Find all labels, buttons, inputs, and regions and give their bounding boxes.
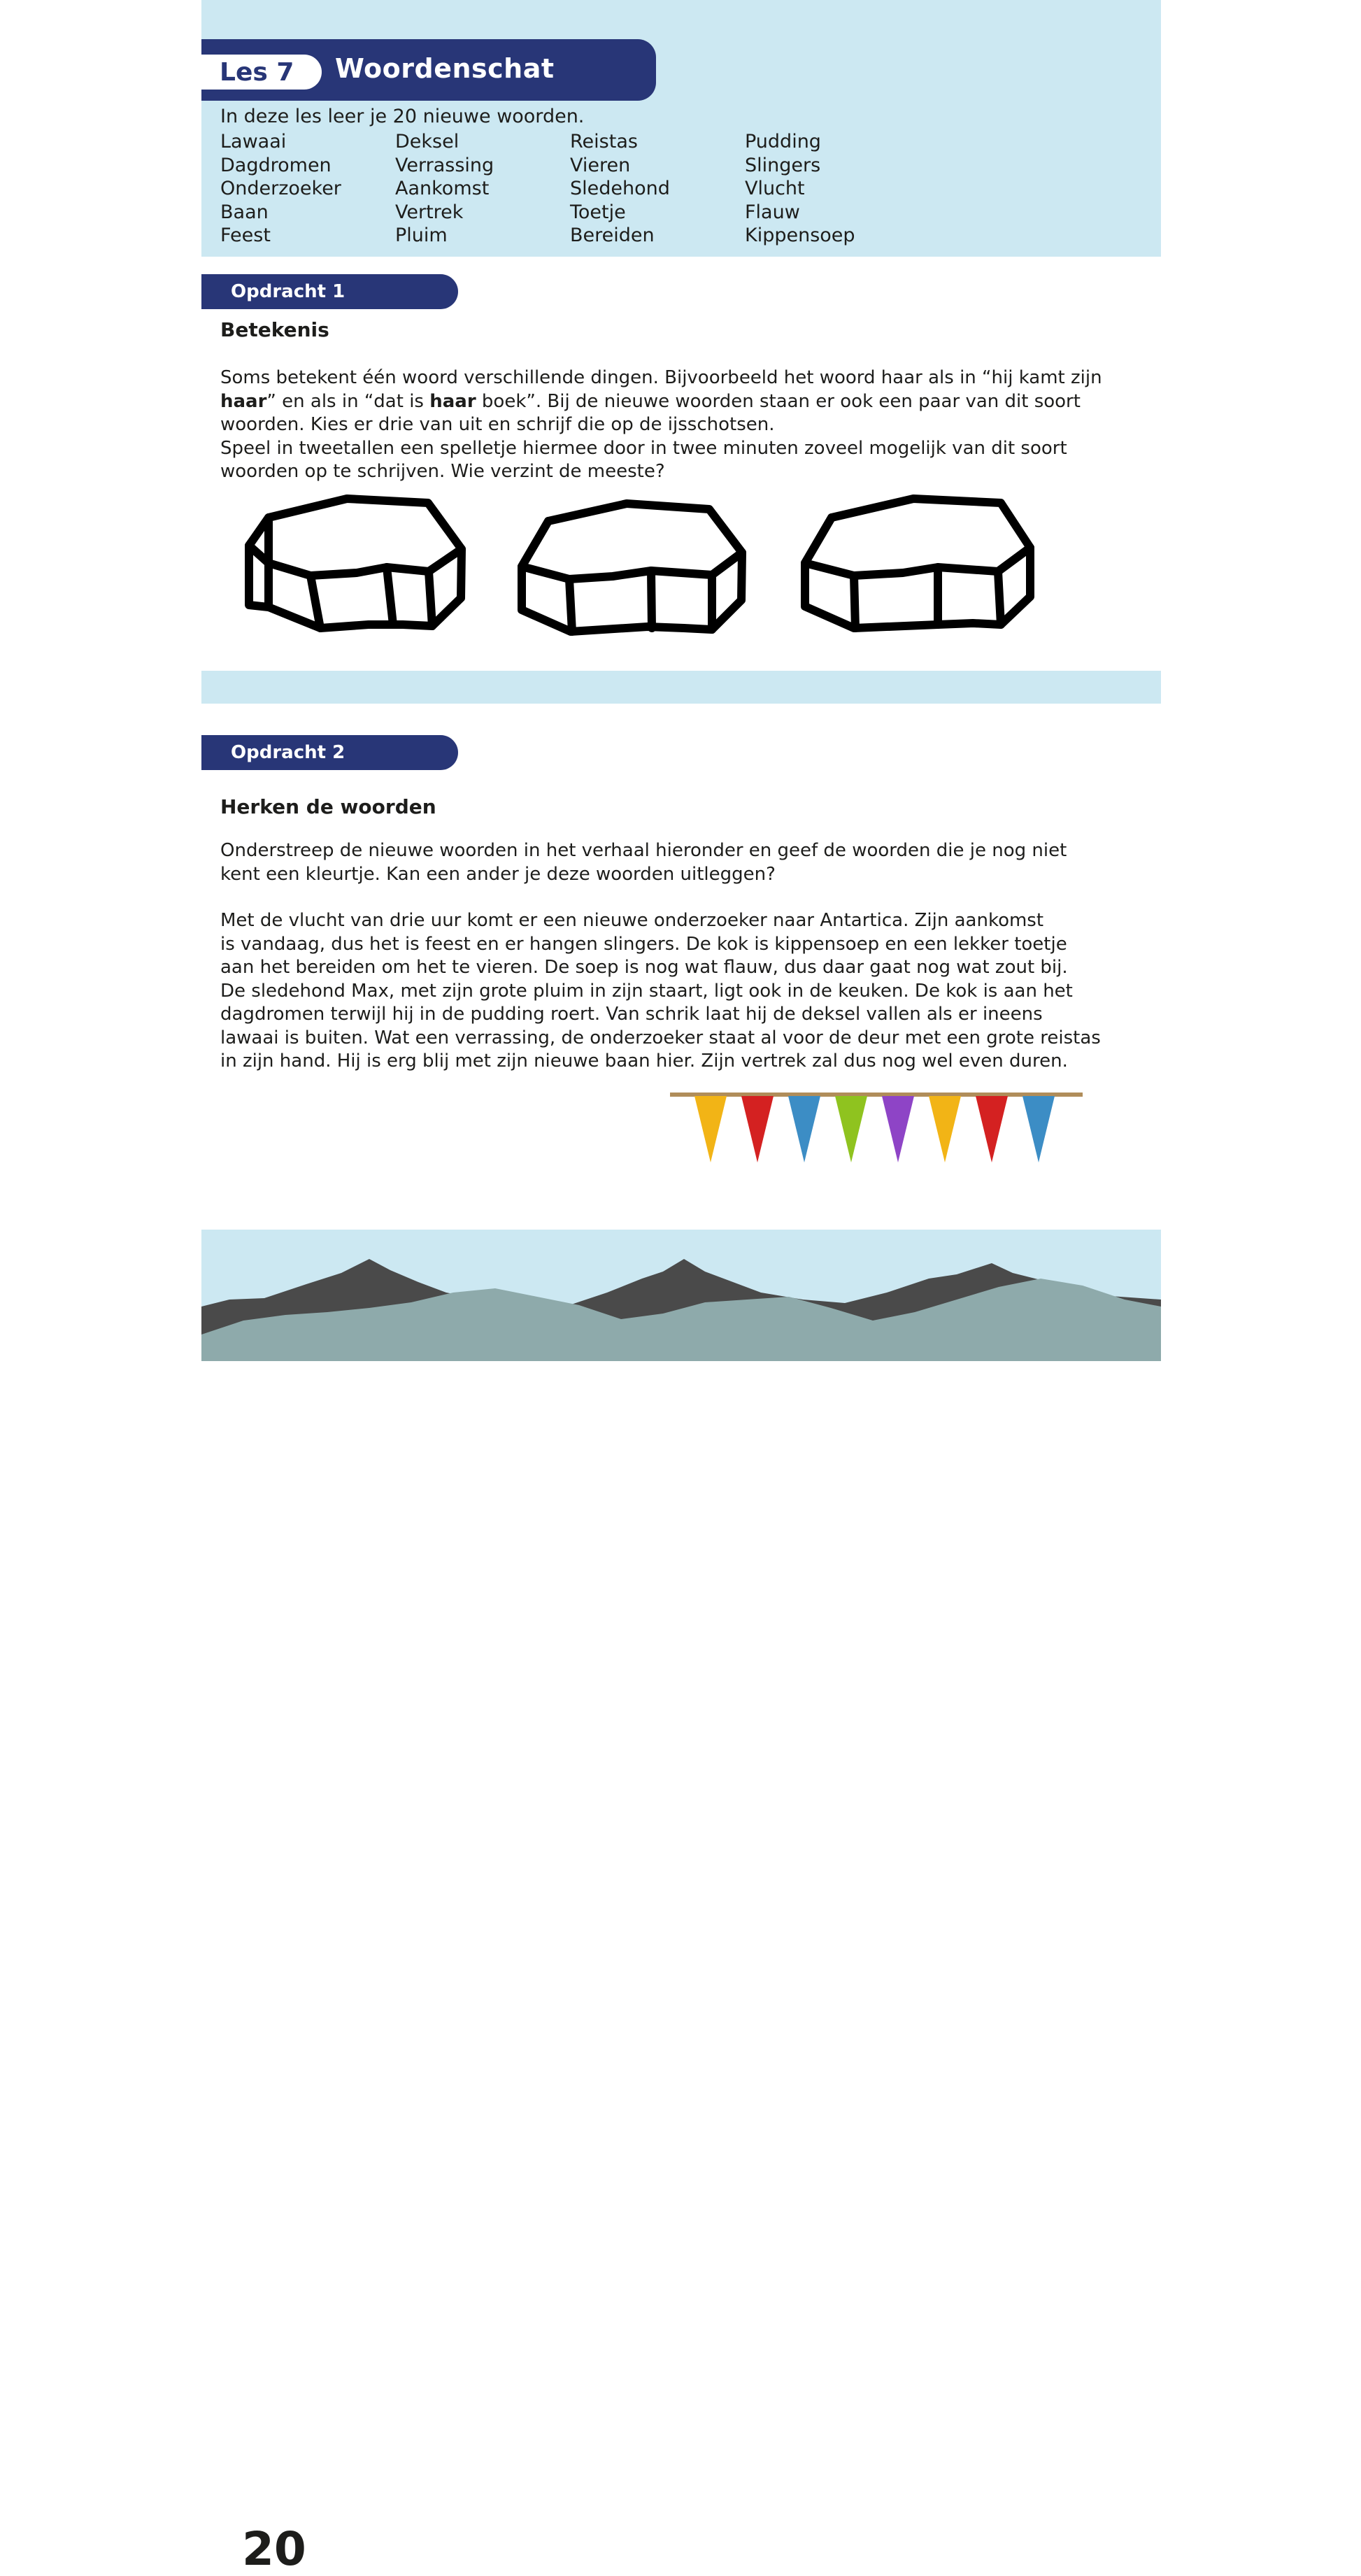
assignment-2-heading: Herken de woorden xyxy=(220,795,436,818)
word-list xyxy=(220,130,920,248)
ice-floe-icon[interactable] xyxy=(805,499,1030,628)
bunting-icon xyxy=(667,1088,1086,1168)
story-line: is vandaag, dus het is feest en er hangen slingers. De kok is kippensoep en een lekker toetje xyxy=(220,933,1067,955)
word-item: Slingers xyxy=(745,154,821,176)
word-item: Vieren xyxy=(570,154,631,176)
bold-word: haar xyxy=(220,390,267,412)
bunting-flag xyxy=(741,1096,774,1162)
lesson-number: Les 7 xyxy=(201,55,322,90)
story-line: aan het bereiden om het te vieren. De soep is nog wat flauw, dus daar gaat nog wat zout bij. xyxy=(220,957,1068,978)
text-line: woorden. Kies er drie van uit en schrijf die op de ijsschotsen. xyxy=(220,414,775,435)
word-column xyxy=(220,130,395,248)
word-item: Baan xyxy=(220,201,269,223)
assignment-2-instruction xyxy=(220,839,1130,886)
text-line: kent een kleurtje. Kan een ander je deze woorden uitleggen? xyxy=(220,863,776,885)
bunting-flag xyxy=(788,1096,820,1162)
text-line: Onderstreep de nieuwe woorden in het verhaal hieronder en geef de woorden die je nog niet xyxy=(220,840,1067,861)
mountains-icon xyxy=(201,1230,1161,1361)
assignment-1-text xyxy=(220,367,1130,484)
ice-floe-icon[interactable] xyxy=(522,504,742,632)
word-column xyxy=(745,130,920,248)
word-item: Flauw xyxy=(745,201,800,223)
story-line: lawaai is buiten. Wat een verrassing, de onderzoeker staat al voor de deur met een grote reistas xyxy=(220,1027,1101,1048)
assignment-1-heading: Betekenis xyxy=(220,318,329,341)
bunting-flag xyxy=(929,1096,961,1162)
bunting-flag xyxy=(835,1096,867,1162)
assignment-1-label: Opdracht 1 xyxy=(201,274,458,309)
ice-floes-icon xyxy=(228,486,1067,640)
word-item: Vlucht xyxy=(745,178,805,199)
word-item: Onderzoeker xyxy=(220,178,341,199)
word-item: Pudding xyxy=(745,131,821,152)
story-line: in zijn hand. Hij is erg blij met zijn nieuwe baan hier. Zijn vertrek zal dus nog wel even duren. xyxy=(220,1051,1068,1072)
word-item: Toetje xyxy=(570,201,626,223)
ice-floe-icon[interactable] xyxy=(249,499,462,628)
word-item: Verrassing xyxy=(395,154,494,176)
story-line: De sledehond Max, met zijn grote pluim in zijn staart, ligt ook in de keuken. De kok is aan het xyxy=(220,980,1073,1002)
bunting-flag xyxy=(882,1096,914,1162)
word-column xyxy=(570,130,745,248)
word-item: Aankomst xyxy=(395,178,490,199)
lesson-header xyxy=(201,39,656,101)
text-line: Speel in tweetallen een spelletje hiermee door in twee minuten zoveel mogelijk van dit soort xyxy=(220,437,1067,459)
word-item: Feest xyxy=(220,225,271,246)
story-line: Met de vlucht van drie uur komt er een nieuwe onderzoeker naar Antartica. Zijn aankomst xyxy=(220,910,1044,931)
text-line: Soms betekent één woord verschillende dingen. Bijvoorbeeld het woord haar als in “hij kamt zijn xyxy=(220,367,1102,388)
word-item: Bereiden xyxy=(570,225,655,246)
bunting-flag xyxy=(1022,1096,1055,1162)
assignment-2-label: Opdracht 2 xyxy=(201,735,458,770)
word-column xyxy=(395,130,570,248)
word-item: Pluim xyxy=(395,225,448,246)
word-item: Reistas xyxy=(570,131,638,152)
footer-mountains xyxy=(201,1230,1161,2576)
word-item: Lawaai xyxy=(220,131,287,152)
story-text xyxy=(220,909,1130,1074)
text-line: haar” en als in “dat is haar boek”. Bij de nieuwe woorden staan er ook een paar van dit soort xyxy=(220,390,1081,412)
divider-band xyxy=(201,671,1161,704)
lesson-title: Woordenschat xyxy=(335,53,555,84)
page-number: 20 xyxy=(242,2522,306,2576)
word-item: Deksel xyxy=(395,131,459,152)
word-item: Sledehond xyxy=(570,178,670,199)
bunting-flag xyxy=(976,1096,1008,1162)
text-line: woorden op te schrijven. Wie verzint de meeste? xyxy=(220,461,665,482)
word-item: Kippensoep xyxy=(745,225,855,246)
word-item: Dagdromen xyxy=(220,154,332,176)
word-item: Vertrek xyxy=(395,201,464,223)
bunting-flag xyxy=(694,1096,727,1162)
story-line: dagdromen terwijl hij in de pudding roert. Van schrik laat hij de deksel vallen als er ineens xyxy=(220,1004,1043,1025)
workbook-page xyxy=(201,0,1161,2576)
lesson-intro: In deze les leer je 20 nieuwe woorden. xyxy=(220,106,585,127)
bold-word: haar xyxy=(429,390,476,412)
